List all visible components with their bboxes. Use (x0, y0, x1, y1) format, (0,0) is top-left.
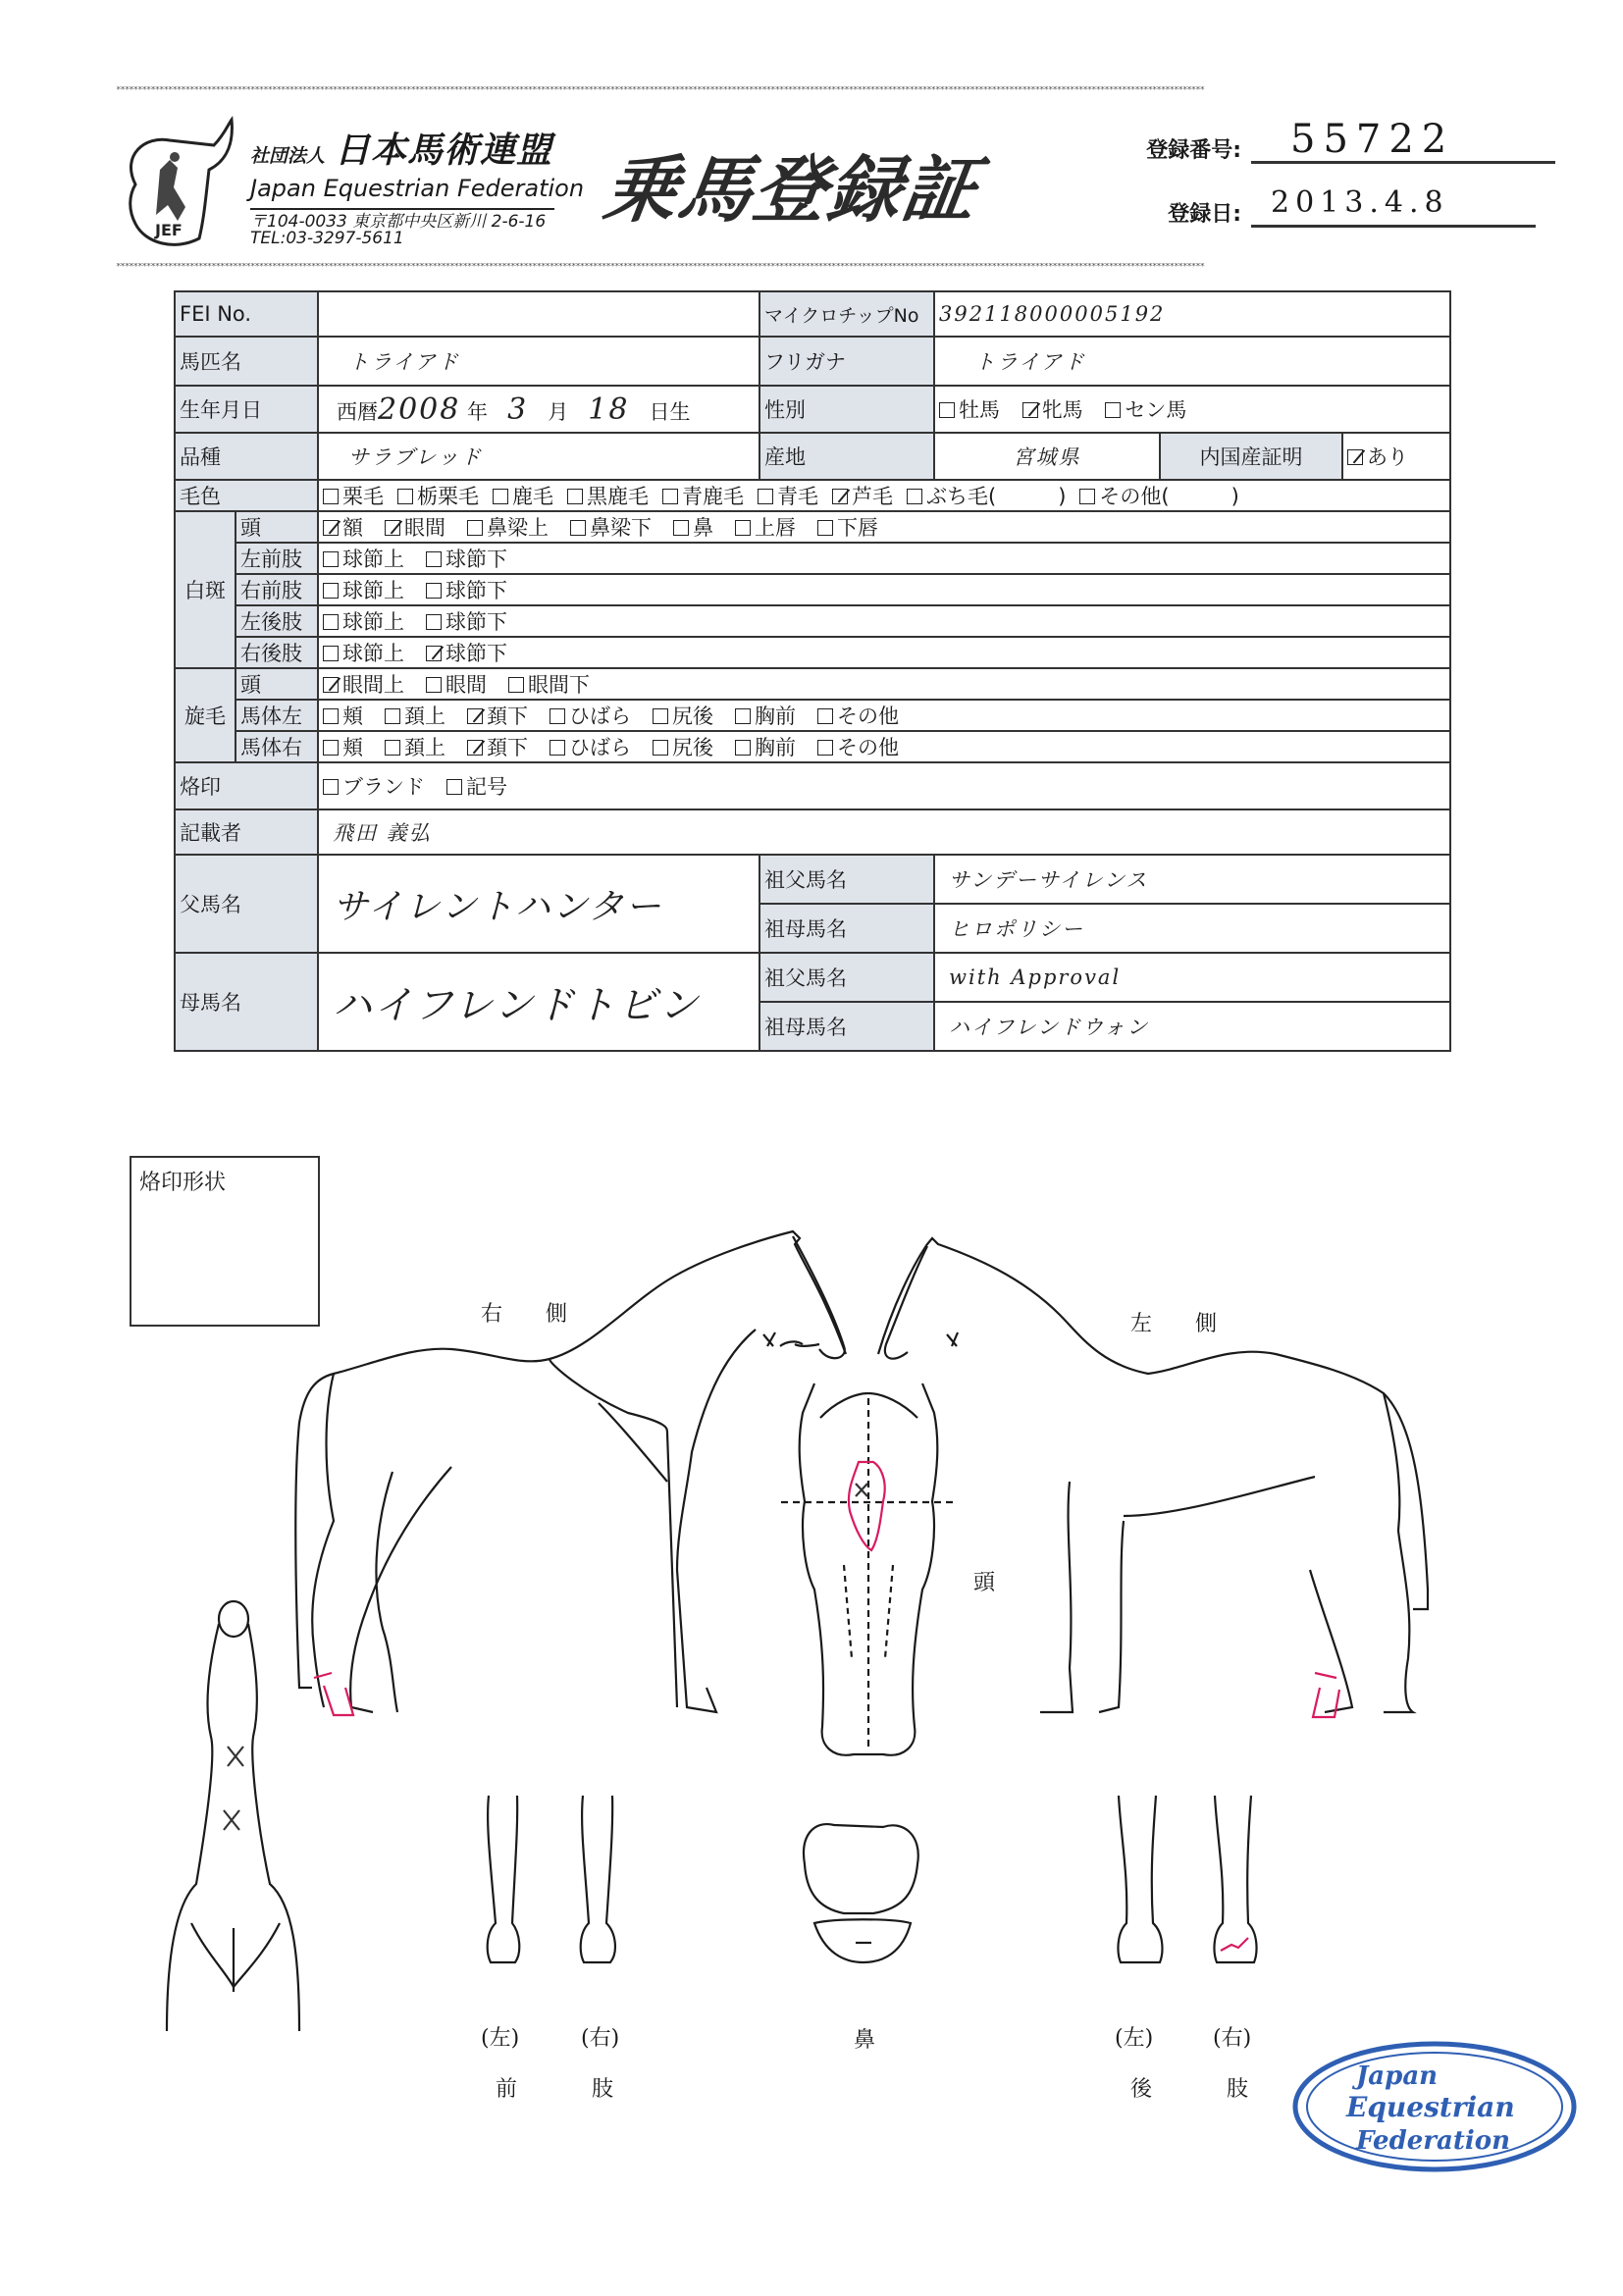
birth-day: 18 (588, 391, 630, 427)
horse-right-side-icon (295, 1231, 846, 1715)
hind-legs-rear-icon (1119, 1796, 1257, 1962)
sire-value: サイレントハンター (318, 855, 759, 953)
breed-value: サラブレッド (318, 433, 759, 480)
recorder-label: 記載者 (175, 809, 318, 855)
breed-label: 品種 (175, 433, 318, 480)
sire-grandsire-label: 祖父馬名 (759, 855, 934, 904)
furigana-value: トライアド (934, 337, 1450, 386)
checkbox-option-label: 鹿毛 (512, 485, 553, 508)
registration-number-label: 登録番号: (1146, 138, 1241, 163)
marking-part-label: 左前肢 (236, 543, 318, 574)
checkbox-option-label: 鼻 (693, 516, 713, 540)
checkbox-option-label: 眼間 (445, 673, 487, 697)
white-markings-label: 白斑 (175, 511, 236, 668)
origin-value: 宮城県 (934, 433, 1160, 480)
marking-part-label: 右後肢 (236, 637, 318, 668)
dam-value: ハイフレンドトビン (318, 953, 759, 1051)
svg-text:Federation: Federation (1356, 2126, 1510, 2156)
svg-text:Equestrian: Equestrian (1346, 2091, 1515, 2123)
checkbox-option-label: 鼻梁下 (590, 516, 652, 540)
checkbox-option-label: 尻後 (672, 704, 713, 728)
checkbox-option-label: 頬 (342, 736, 363, 759)
sex-label: 性別 (759, 386, 934, 433)
muzzle-label: 鼻 (854, 2028, 876, 2053)
checkbox-option-label: 眼間 (404, 516, 445, 540)
checkbox-option-label: 球節上 (342, 610, 404, 634)
svg-text:JEF: JEF (155, 221, 183, 239)
dam-label: 母馬名 (175, 953, 318, 1051)
checkbox-option-label: 眼間上 (342, 673, 404, 697)
fore-legs-front-icon (488, 1796, 615, 1962)
checkbox-option-label: 青毛 (777, 485, 818, 508)
checkbox-option-label: 記号 (466, 775, 507, 799)
hind-right-label: (右) (1213, 2026, 1252, 2051)
document-title: 乗馬登録証 (599, 148, 984, 233)
checkbox-option-label: 栗毛 (342, 485, 384, 508)
checkbox-option-label: 下唇 (837, 516, 878, 540)
coat-color-label: 毛色 (175, 480, 318, 511)
checkbox-option-label: 球節上 (342, 579, 404, 602)
checkbox-option-label: 栃栗毛 (417, 485, 479, 508)
fore-caption-1: 前 (496, 2077, 518, 2102)
org-tel: TEL:03-3297-5611 (250, 229, 404, 248)
checkbox-option-label: ひばら (569, 736, 631, 759)
marking-part-label: 左後肢 (236, 605, 318, 637)
decorative-star-rule-bottom: *********************************************************************************************************************************************************************************************************************************************************** (116, 263, 1205, 271)
checkbox-option-label: ひばら (569, 704, 631, 728)
org-address: 〒104-0033 東京都中央区新川 2-6-16 (250, 212, 547, 232)
checkbox-option-label: 青鹿毛 (682, 485, 744, 508)
checkbox-option-label: 黒鹿毛 (587, 485, 649, 508)
registration-number-value: 55722 (1251, 118, 1555, 164)
checkbox-option-label: 額 (342, 516, 363, 540)
checkbox-option-label: 芦毛 (852, 485, 893, 508)
checkbox-option-label: 鼻梁上 (487, 516, 549, 540)
checkbox-option-label: 球節下 (445, 579, 507, 602)
horse-head-front-icon (781, 1383, 954, 1755)
checkbox-option-label: その他 (837, 736, 899, 759)
hind-left-label: (左) (1115, 2026, 1154, 2051)
month-unit: 月 (548, 399, 569, 424)
checkbox-option-label: ブランド (342, 775, 425, 799)
svg-text:Japan: Japan (1356, 2061, 1439, 2091)
horse-name-value: トライアド (318, 337, 759, 386)
marking-part-label: 右前肢 (236, 574, 318, 605)
checkbox-option-label: 球節下 (445, 610, 507, 634)
checkbox-option-label: 頚下 (487, 704, 528, 728)
era-label: 西暦 (337, 399, 378, 424)
decorative-star-rule-top: *********************************************************************************************************************************************************************************************************************************************************** (116, 86, 1205, 94)
whorl-part-label: 馬体右 (236, 731, 318, 762)
sex-option-gelding[interactable]: セン馬 (1105, 398, 1186, 422)
horse-top-view-icon (167, 1601, 299, 2031)
dam-granddam-label: 祖母馬名 (759, 1002, 934, 1051)
brand-shape-label: 烙印形状 (139, 1171, 227, 1195)
org-kind: 社団法人 (250, 145, 326, 167)
checkbox-option-label: 頬 (342, 704, 363, 728)
checkbox-option-label: 胸前 (755, 704, 796, 728)
checkbox-option-label: 眼間下 (528, 673, 590, 697)
whorl-part-label: 頭 (236, 668, 318, 700)
checkbox-option-label: 球節下 (445, 642, 507, 665)
sire-label: 父馬名 (175, 855, 318, 953)
sex-option-mare[interactable]: 牝馬 (1022, 398, 1083, 422)
domestic-cert-option[interactable]: あり (1342, 433, 1450, 480)
recorder-value: 飛田 義弘 (318, 809, 1450, 855)
birth-month: 3 (507, 391, 529, 427)
fore-caption-2: 肢 (592, 2077, 614, 2102)
right-side-label: 右 側 (481, 1302, 568, 1327)
checkbox-option-label: 頚下 (487, 736, 528, 759)
hind-caption-2: 肢 (1227, 2077, 1249, 2102)
hind-caption-1: 後 (1130, 2077, 1153, 2102)
checkbox-option-label: その他 (837, 704, 899, 728)
checkbox-option-label: 上唇 (755, 516, 796, 540)
dam-granddam-value: ハイフレンドウォン (934, 1002, 1450, 1051)
brand-label: 烙印 (175, 762, 318, 809)
checkbox-option-label: 頚上 (404, 704, 445, 728)
head-label: 頭 (973, 1571, 996, 1595)
sire-grandsire-value: サンデーサイレンス (934, 855, 1450, 904)
checkbox-option-label: ぶち毛( ) (926, 485, 1067, 508)
sex-option-stallion[interactable]: 牡馬 (939, 398, 1000, 422)
domestic-cert-label: 内国産証明 (1160, 433, 1342, 480)
registration-date-value: 2013.4.8 (1251, 182, 1536, 228)
furigana-label: フリガナ (759, 337, 934, 386)
fore-left-label: (左) (481, 2026, 520, 2051)
microchip-label: マイクロチップNo (759, 291, 934, 337)
microchip-value: 392118000005192 (934, 291, 1450, 337)
muzzle-front-icon (804, 1824, 918, 1962)
origin-label: 産地 (759, 433, 934, 480)
fore-right-label: (右) (581, 2026, 620, 2051)
dam-grandsire-label: 祖父馬名 (759, 953, 934, 1002)
checkbox-option-label: 球節下 (445, 548, 507, 571)
year-unit: 年 (467, 399, 489, 424)
horse-name-label: 馬匹名 (175, 337, 318, 386)
day-unit: 日生 (649, 399, 691, 424)
checkbox-option-label: 尻後 (672, 736, 713, 759)
registration-date-label: 登録日: (1168, 202, 1241, 227)
checkbox-option-label: 球節上 (342, 642, 404, 665)
whorl-part-label: 馬体左 (236, 700, 318, 731)
checkbox-option-label: 球節上 (342, 548, 404, 571)
marking-part-label: 頭 (236, 511, 318, 543)
dam-grandsire-value: with Approval (934, 953, 1450, 1002)
birth-date-label: 生年月日 (175, 386, 318, 433)
birth-year: 2008 (378, 391, 461, 427)
whorls-label: 旋毛 (175, 668, 236, 762)
sire-granddam-label: 祖母馬名 (759, 904, 934, 953)
sire-granddam-value: ヒロポリシー (934, 904, 1450, 953)
checkbox-option-label: 頚上 (404, 736, 445, 759)
org-name-jp: 日本馬術連盟 (335, 130, 553, 171)
left-side-label: 左 側 (1130, 1312, 1218, 1336)
horse-left-side-icon (878, 1238, 1428, 1717)
org-name-en: Japan Equestrian Federation (250, 175, 585, 202)
fei-label: FEI No. (175, 291, 318, 337)
checkbox-option-label: 胸前 (755, 736, 796, 759)
checkbox-option-label: その他( ) (1099, 485, 1239, 508)
jef-stamp-icon (1287, 2033, 1582, 2180)
